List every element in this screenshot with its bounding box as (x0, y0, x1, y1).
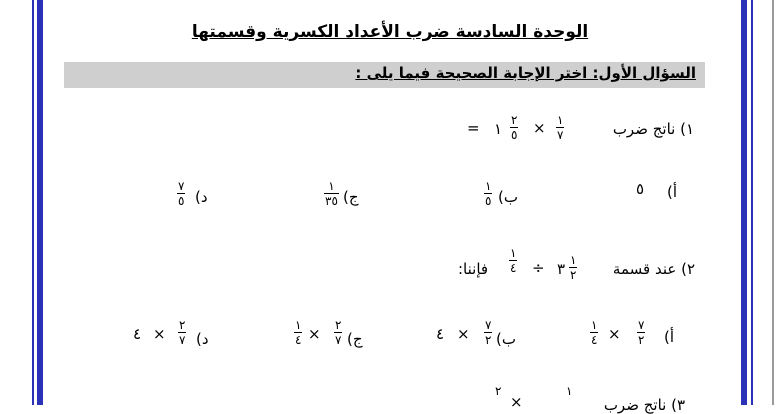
q2-fraction-2: ١ ٤ (510, 246, 517, 275)
q1-whole: ١ (494, 120, 503, 138)
q1-choice-d-fraction: ٧ ٥ (178, 179, 185, 208)
q1-choice-c-label: ج) (343, 188, 359, 206)
q2-choice-b-label: ب) (496, 330, 516, 348)
q2-suffix: فإننا: (458, 260, 489, 278)
q1-choice-a-label: أ) (666, 183, 677, 201)
q2-choice-a-times: × (608, 325, 621, 343)
q2-choice-b-whole: ٤ (436, 325, 445, 343)
q2-choice-b-times: × (457, 325, 470, 343)
q2-choice-c-label: ج) (347, 330, 363, 348)
q3-fraction-2-numerator: ٢ (495, 384, 502, 398)
q2-choice-c-fraction-2: ١ ٤ (295, 318, 302, 347)
q1-choice-d-label: د) (195, 188, 208, 206)
q1-choice-b-label: ب) (498, 188, 518, 206)
q2-whole: ٣ (557, 260, 566, 278)
q3-fraction-1-numerator: ١ (566, 384, 573, 398)
q1-choice-b-fraction: ١ ٥ (485, 179, 492, 208)
q1-choice-a-value: ٥ (636, 180, 645, 198)
q1-fraction-1: ١ ٧ (557, 113, 564, 142)
q2-choice-c-fraction-1: ٢ ٧ (335, 318, 342, 347)
q2-choice-a-label: أ) (664, 328, 675, 346)
unit-title: الوحدة السادسة ضرب الأعداد الكسرية وقسمتها (191, 22, 589, 42)
q1-times-sign: × (533, 119, 546, 137)
q2-choice-c-times: × (308, 325, 321, 343)
q3-prefix: ٣) ناتج ضرب (603, 396, 685, 414)
scroll-edge (772, 0, 774, 405)
q2-choice-d-label: د) (196, 330, 209, 348)
q2-divide-sign: ÷ (532, 259, 545, 277)
q2-choice-d-whole: ٤ (133, 325, 142, 343)
q3-times-sign: × (510, 393, 523, 411)
q2-choice-a-fraction-2: ١ ٤ (591, 318, 598, 347)
q2-fraction-1: ١ ٢ (570, 253, 577, 282)
q2-choice-b-fraction: ٧ ٢ (485, 318, 492, 347)
q1-prefix: ١) ناتج ضرب (612, 120, 694, 138)
q2-choice-a-fraction-1: ٧ ٢ (638, 318, 645, 347)
page-border-left (37, 0, 43, 405)
q1-fraction-2: ٢ ٥ (511, 113, 518, 142)
question-header: السؤال الأول: اختر الإجابة الصحيحة فيما يلى : (355, 64, 696, 82)
q1-choice-c-fraction: ١ ٣٥ (325, 179, 338, 208)
q2-prefix: ٢) عند قسمة (612, 260, 695, 278)
q2-choice-d-times: × (153, 325, 166, 343)
q1-equals-sign: = (467, 119, 480, 137)
page-border-right (741, 0, 747, 405)
q2-choice-d-fraction: ٢ ٧ (179, 318, 186, 347)
